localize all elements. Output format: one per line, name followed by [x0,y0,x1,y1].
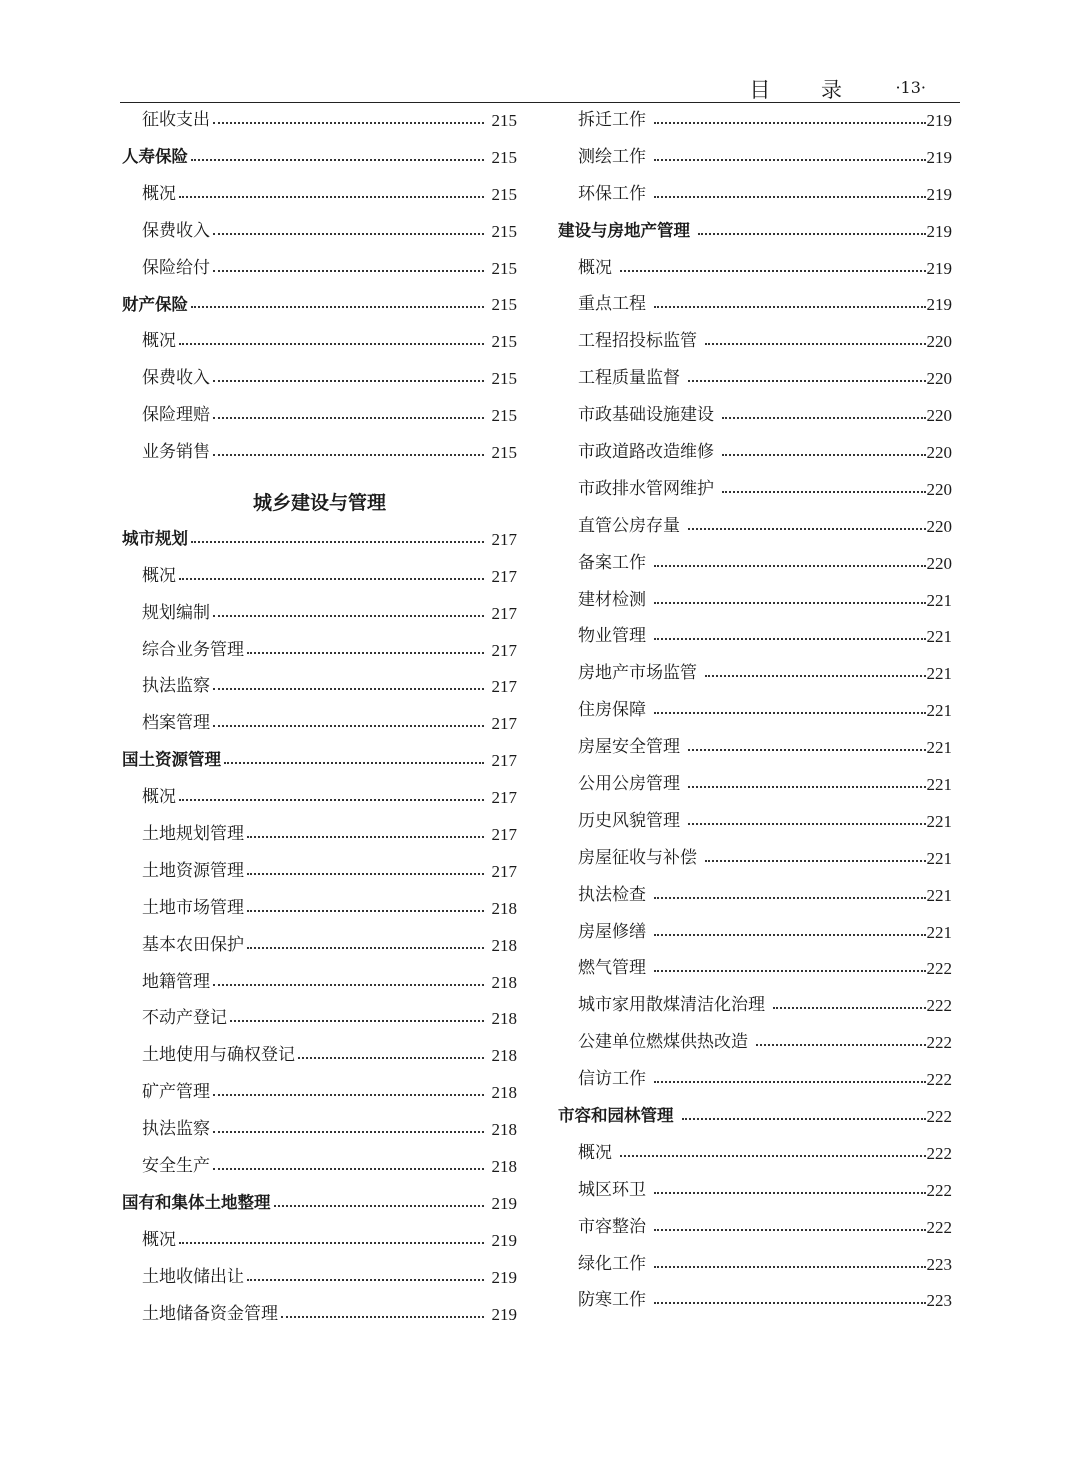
dot-leader [179,798,484,801]
dot-leader [281,1315,484,1318]
toc-entry[interactable] [558,692,952,729]
toc-entry-page: 217 [491,529,517,549]
dot-leader [688,822,926,825]
dot-leader [654,1228,926,1231]
toc-entry[interactable] [558,286,952,323]
toc-entry-page: 222 [926,996,952,1016]
toc-entry[interactable] [122,323,517,360]
toc-entry[interactable] [122,1296,517,1333]
toc-entry-page: 215 [491,258,517,278]
toc-entry-label: 市政道路改造维修 [578,441,714,462]
toc-entry-page: 220 [926,553,952,573]
toc-entry[interactable] [558,1024,952,1061]
toc-entry-label: 财产保险 [122,294,188,314]
toc-entry-page: 215 [491,406,517,426]
dot-leader [654,121,926,124]
toc-entry-label: 市容和园林管理 [558,1106,674,1126]
toc-heading-entry[interactable] [122,742,517,779]
toc-entry[interactable] [558,471,952,508]
dot-leader [654,1265,926,1268]
toc-entry-page: 217 [491,640,517,660]
toc-entry[interactable] [558,102,952,139]
toc-left-pre-section [122,102,517,471]
toc-left-column [122,102,517,1333]
toc-entry-label: 矿产管理 [142,1082,210,1103]
toc-entry-label: 市政排水管网维护 [578,478,714,499]
dot-leader [688,785,926,788]
toc-entry[interactable] [558,803,952,840]
toc-entry-page: 215 [491,184,517,204]
toc-entry-label: 土地规划管理 [142,823,244,844]
toc-entry[interactable] [122,1037,517,1074]
toc-entry[interactable] [558,360,952,397]
toc-entry[interactable] [558,176,952,213]
toc-entry[interactable] [122,176,517,213]
toc-entry-page: 221 [926,811,952,831]
toc-entry-label: 公用公房管理 [578,773,680,794]
toc-entry[interactable] [122,705,517,742]
dot-leader [213,453,484,456]
toc-entry-page: 222 [926,1106,952,1126]
dot-leader [213,269,484,272]
dot-leader [179,342,484,345]
toc-entry[interactable] [122,397,517,434]
toc-entry-page: 220 [926,442,952,462]
toc-entry[interactable] [558,950,952,987]
dot-leader [756,1043,926,1046]
toc-entry-page: 219 [491,1267,517,1287]
toc-entry-label: 燃气管理 [578,958,646,979]
toc-entry-page: 219 [491,1230,517,1250]
toc-entry-page: 215 [491,110,517,130]
toc-entry-label: 物业管理 [578,626,646,647]
toc-entry-page: 219 [491,1193,517,1213]
toc-entry-label: 保险给付 [142,257,210,278]
dot-leader [722,416,926,419]
toc-entry[interactable] [122,102,517,139]
toc-entry-label: 国土资源管理 [122,750,221,770]
dot-leader [688,379,926,382]
dot-leader [698,232,926,235]
dot-leader [213,687,484,690]
toc-entry-page: 221 [926,738,952,758]
dot-leader [773,1006,926,1009]
dot-leader [213,614,484,617]
dot-leader [213,1167,484,1170]
section-title: 城乡建设与管理 [252,492,386,515]
toc-entry[interactable] [558,1061,952,1098]
dot-leader [620,1154,926,1157]
toc-entry-label: 房地产市场监管 [578,663,697,684]
toc-entry-page: 217 [491,714,517,734]
toc-entry[interactable] [122,964,517,1001]
dot-leader [654,305,926,308]
toc-entry-page: 220 [926,332,952,352]
toc-entry[interactable] [558,914,952,951]
toc-entry-label: 概况 [142,565,176,586]
toc-entry-label: 基本农田保护 [142,934,244,955]
header-title: 目 录 [749,78,864,102]
toc-entry-label: 地籍管理 [142,971,210,992]
toc-entry[interactable] [122,668,517,705]
toc-entry[interactable] [122,213,517,250]
toc-entry-page: 222 [926,1070,952,1090]
toc-entry[interactable] [558,766,952,803]
toc-entry-page: 218 [491,1046,517,1066]
dot-leader [654,1301,926,1304]
toc-entry-page: 217 [491,603,517,623]
toc-entry[interactable] [558,1172,952,1209]
toc-entry[interactable] [122,360,517,397]
toc-entry-label: 不动产登记 [142,1008,227,1029]
toc-entry-page: 218 [491,1156,517,1176]
toc-entry-page: 221 [926,664,952,684]
toc-entry-label: 房屋修缮 [578,921,646,942]
toc-entry[interactable] [558,582,952,619]
toc-entry-page: 218 [491,972,517,992]
toc-entry-page: 222 [926,1180,952,1200]
toc-entry-page: 217 [491,677,517,697]
dot-leader [213,1130,484,1133]
toc-entry[interactable] [558,250,952,287]
dot-leader [213,121,484,124]
toc-entry[interactable] [122,779,517,816]
toc-entry[interactable] [558,1246,952,1283]
dot-leader [722,453,926,456]
toc-entry[interactable] [558,877,952,914]
toc-entry-label: 信访工作 [578,1069,646,1090]
toc-right-column [558,102,952,1319]
toc-entry[interactable] [558,655,952,692]
dot-leader [213,983,484,986]
toc-entry-label: 工程质量监督 [578,368,680,389]
toc-entry[interactable] [122,927,517,964]
dot-leader [688,527,926,530]
toc-entry[interactable] [122,890,517,927]
dot-leader [654,1191,926,1194]
dot-leader [213,416,484,419]
toc-entry-page: 221 [926,590,952,610]
toc-entry[interactable] [558,323,952,360]
toc-entry-label: 执法监察 [142,1119,210,1140]
toc-entry-page: 215 [491,147,517,167]
toc-entry-page: 215 [491,221,517,241]
dot-leader [654,969,926,972]
toc-right-list [558,102,952,1319]
toc-entry[interactable] [558,1283,952,1320]
dot-leader [654,933,926,936]
toc-entry[interactable] [558,139,952,176]
toc-entry-page: 217 [491,566,517,586]
dot-leader [654,564,926,567]
toc-entry-label: 拆迁工作 [578,109,646,130]
toc-entry-page: 219 [491,1304,517,1324]
toc-entry-page: 215 [491,442,517,462]
dot-leader [722,490,926,493]
toc-entry-label: 规划编制 [142,602,210,623]
toc-entry-label: 概况 [578,257,612,278]
dot-leader [213,724,484,727]
toc-entry-label: 安全生产 [142,1155,210,1176]
toc-entry[interactable] [558,987,952,1024]
toc-entry-page: 221 [926,701,952,721]
toc-entry-label: 概况 [142,183,176,204]
toc-entry-page: 215 [491,369,517,389]
dot-leader [298,1056,484,1059]
toc-entry[interactable] [558,840,952,877]
toc-entry-label: 概况 [578,1142,612,1163]
dot-leader [654,637,926,640]
toc-entry-page: 222 [926,1033,952,1053]
toc-entry-label: 业务销售 [142,441,210,462]
toc-entry-label: 保费收入 [142,220,210,241]
toc-entry-label: 档案管理 [142,713,210,734]
toc-entry-label: 城区环卫 [578,1179,646,1200]
toc-entry[interactable] [122,250,517,287]
toc-entry-page: 221 [926,627,952,647]
toc-entry[interactable] [122,558,517,595]
toc-entry-label: 市容整治 [578,1216,646,1237]
toc-entry[interactable] [558,508,952,545]
toc-entry-page: 222 [926,1217,952,1237]
toc-entry-page: 221 [926,922,952,942]
toc-entry-label: 直管公房存量 [578,515,680,536]
toc-entry-page: 221 [926,848,952,868]
toc-entry-label: 综合业务管理 [142,639,244,660]
toc-entry-page: 222 [926,1143,952,1163]
toc-entry-page: 219 [926,184,952,204]
dot-leader [654,158,926,161]
toc-entry[interactable] [558,618,952,655]
toc-entry-label: 土地市场管理 [142,897,244,918]
toc-entry-label: 市政基础设施建设 [578,405,714,426]
toc-entry-label: 土地收储出让 [142,1266,244,1287]
toc-entry-page: 218 [491,1083,517,1103]
toc-entry-label: 备案工作 [578,552,646,573]
toc-entry[interactable] [558,545,952,582]
toc-entry[interactable] [122,595,517,632]
toc-heading-entry[interactable] [558,1098,952,1135]
toc-entry-label: 住房保障 [578,700,646,721]
toc-heading-entry[interactable] [558,213,952,250]
toc-entry-label: 公建单位燃煤供热改造 [578,1032,748,1053]
toc-entry[interactable] [122,816,517,853]
toc-entry-page: 219 [926,110,952,130]
dot-leader [705,674,926,677]
toc-entry-page: 223 [926,1291,952,1311]
toc-entry[interactable] [122,1000,517,1037]
toc-heading-entry[interactable] [122,286,517,323]
toc-heading-entry[interactable] [122,521,517,558]
toc-entry-page: 219 [926,147,952,167]
toc-entry-label: 历史风貌管理 [578,810,680,831]
dot-leader [247,651,484,654]
dot-leader [620,269,926,272]
toc-entry-label: 建设与房地产管理 [558,220,690,240]
dot-leader [213,232,484,235]
toc-entry-page: 217 [491,861,517,881]
toc-entry-page: 223 [926,1254,952,1274]
dot-leader [224,761,484,764]
toc-left-post-section [122,521,517,1333]
toc-entry-label: 测绘工作 [578,146,646,167]
dot-leader [191,540,484,543]
toc-entry-label: 房屋征收与补偿 [578,847,697,868]
toc-entry-page: 217 [491,751,517,771]
dot-leader [247,835,484,838]
toc-entry-label: 概况 [142,331,176,352]
dot-leader [191,158,484,161]
toc-entry-label: 执法监察 [142,676,210,697]
toc-entry-label: 房屋安全管理 [578,737,680,758]
dot-leader [274,1204,485,1207]
dot-leader [179,195,484,198]
toc-entry-page: 221 [926,885,952,905]
dot-leader [654,711,926,714]
toc-entry[interactable] [122,434,517,471]
toc-entry-label: 工程招投标监管 [578,331,697,352]
toc-entry-label: 国有和集体土地整理 [122,1193,271,1213]
toc-entry-page: 219 [926,295,952,315]
toc-entry-page: 220 [926,369,952,389]
toc-entry-label: 土地资源管理 [142,860,244,881]
toc-entry-label: 城市家用散煤清洁化治理 [578,995,765,1016]
toc-entry-page: 217 [491,788,517,808]
dot-leader [179,577,484,580]
toc-entry[interactable] [558,434,952,471]
dot-leader [654,601,926,604]
toc-entry-label: 城市规划 [122,529,188,549]
dot-leader [247,872,484,875]
toc-entry[interactable] [122,1259,517,1296]
toc-entry-label: 执法检查 [578,884,646,905]
toc-entry[interactable] [122,853,517,890]
toc-entry[interactable] [122,632,517,669]
page-header [120,66,960,103]
toc-entry-page: 218 [491,1009,517,1029]
toc-entry[interactable] [558,729,952,766]
toc-entry-page: 219 [926,258,952,278]
toc-entry-page: 220 [926,479,952,499]
dot-leader [654,1080,926,1083]
toc-entry-page: 217 [491,824,517,844]
toc-entry-label: 重点工程 [578,294,646,315]
toc-entry-page: 221 [926,774,952,794]
dot-leader [247,909,484,912]
dot-leader [213,379,484,382]
toc-entry[interactable] [558,397,952,434]
dot-leader [179,1241,484,1244]
page-number: ·13· [895,78,926,97]
dot-leader [705,859,926,862]
toc-entry-page: 215 [491,295,517,315]
toc-entry-page: 220 [926,516,952,536]
toc-entry[interactable] [122,1148,517,1185]
dot-leader [688,748,926,751]
toc-entry-label: 建材检测 [578,589,646,610]
toc-entry[interactable] [122,1111,517,1148]
dot-leader [213,1093,484,1096]
toc-entry-label: 保险理赔 [142,405,210,426]
dot-leader [654,896,926,899]
dot-leader [654,195,926,198]
toc-entry-label: 土地储备资金管理 [142,1303,278,1324]
toc-entry-label: 环保工作 [578,183,646,204]
toc-entry[interactable] [122,1222,517,1259]
dot-leader [191,305,484,308]
toc-entry[interactable] [558,1135,952,1172]
toc-entry-label: 绿化工作 [578,1253,646,1274]
toc-entry-label: 人寿保险 [122,147,188,167]
toc-entry-page: 219 [926,221,952,241]
toc-entry-label: 防寒工作 [578,1290,646,1311]
toc-entry-label: 土地使用与确权登记 [142,1045,295,1066]
dot-leader [230,1019,484,1022]
toc-entry-page: 220 [926,406,952,426]
toc-entry-page: 215 [491,332,517,352]
toc-heading-entry[interactable] [122,139,517,176]
toc-entry-label: 保费收入 [142,368,210,389]
dot-leader [705,342,926,345]
dot-leader [682,1117,926,1120]
toc-entry-label: 概况 [142,787,176,808]
toc-entry-label: 征收支出 [142,109,210,130]
dot-leader [247,946,484,949]
toc-entry[interactable] [122,1074,517,1111]
toc-entry-page: 218 [491,935,517,955]
toc-heading-entry[interactable] [122,1185,517,1222]
toc-entry-page: 218 [491,1120,517,1140]
toc-entry-page: 218 [491,898,517,918]
toc-entry-page: 222 [926,959,952,979]
toc-entry[interactable] [558,1209,952,1246]
toc-entry-label: 概况 [142,1229,176,1250]
dot-leader [247,1278,484,1281]
